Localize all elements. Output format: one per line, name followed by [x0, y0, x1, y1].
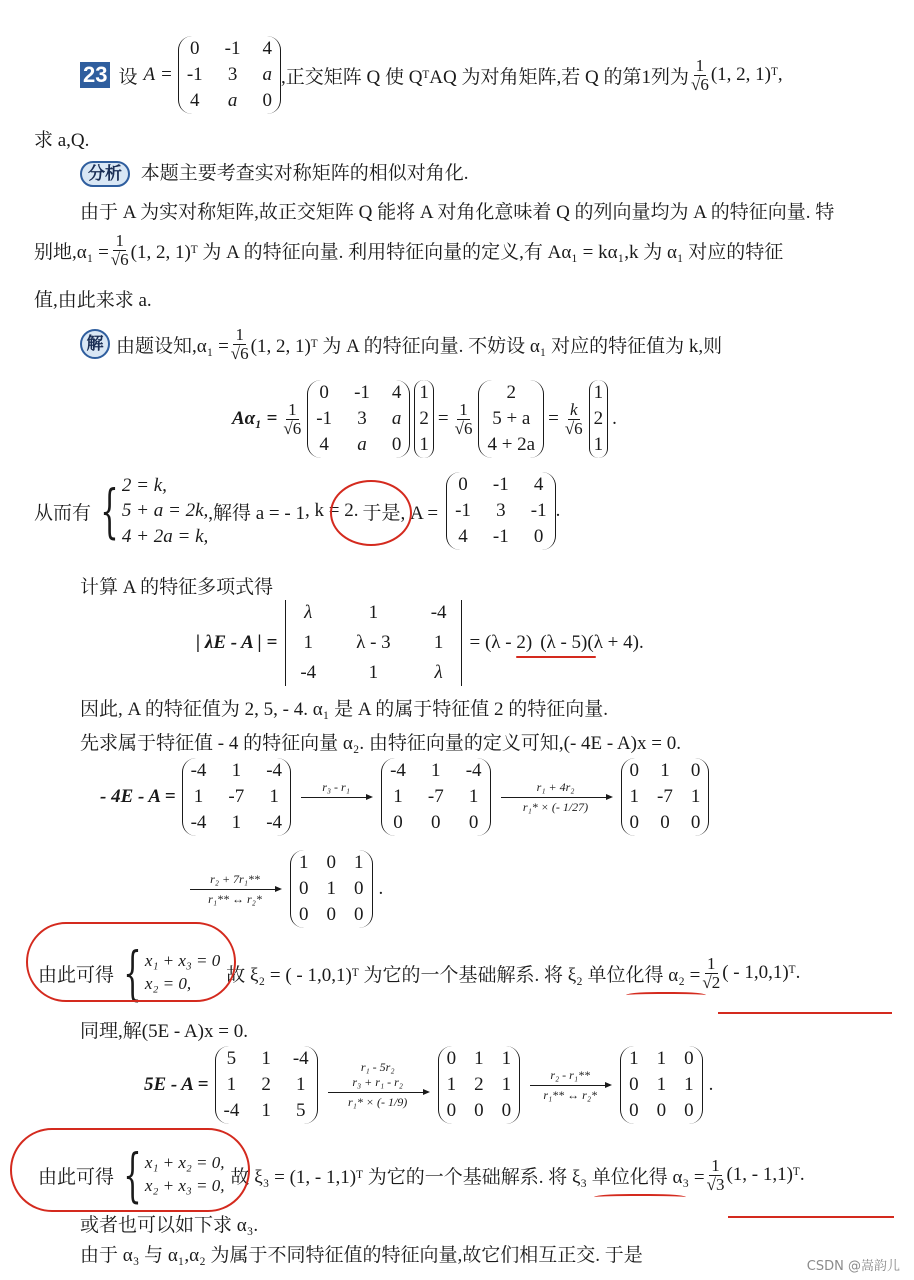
- analysis-line2: 由于 A 为实对称矩阵,故正交矩阵 Q 能将 A 对角化意味着 Q 的列向量均为 A 的特征向量. 特: [80, 202, 835, 223]
- row-op-arrow: r₃ - r₁: [301, 780, 371, 815]
- row-op-arrow: r₂ + 7r₁** r₁** ↔ r₂*: [190, 872, 280, 907]
- row-op-arrow: r₁ + 4r₂ r₁* × (- 1/27): [501, 780, 611, 815]
- symbol-a: A: [143, 64, 156, 85]
- analysis-line1: 分析 本题主要考查实对称矩阵的相似对角化.: [80, 158, 469, 187]
- analysis-line3: 别地,α₁ = $\frac{1}{√6}$ (1, 2, 1)ᵀ 为 A 的特征向量. 利用特征向量的定义,有 Aα₁ = kα₁,k 为 α₁ 对应的特征: [34, 231, 784, 269]
- result-5: 由此可得 { x₁ + x₂ = 0, x₂ + x₃ = 0, 故 ξ₃ = (1, - 1,1)ᵀ 为它的一个基础解系. 将 ξ₃ 单位化得 α₃ = $\frac{1}{√3}$ (1, - 1,1)ᵀ.: [38, 1141, 805, 1209]
- annotation-circle-k: [330, 480, 412, 546]
- annotation-circle-system-5: [10, 1128, 250, 1212]
- row-reduce-neg4-cont: r₂ + 7r₁** r₁** ↔ r₂* 1 0 1 0 1 0 0 0 0 .: [186, 850, 383, 928]
- statement-mid: ,正交矩阵 Q 使 QᵀAQ 为对角矩阵,若 Q 的第1列为: [280, 66, 689, 88]
- annotation-wave-xi2: [626, 992, 706, 1000]
- annotation-circle-system-neg4: [26, 922, 236, 1002]
- annotation-underline-alpha2: [718, 1012, 892, 1014]
- row-op-arrow: r₁ - 5r₂ r₃ + r₁ - r₂ r₁* × (- 1/9): [328, 1060, 428, 1110]
- row-reduce-5: 5E - A = 5 1 -4 1 2 1 -4 1 5 r₁ - 5r₂ r₃ + r₁ - r₂ r₁* × (- 1/9) 0 1 1 1 2 1 0 0 0 r₂ - r₁** r₁** ↔ r₂* 1 1 0 0 1 1 0 0 0 .: [144, 1046, 713, 1124]
- matrix-a: 0 -1 4 -1 3 a 4 a 0: [178, 36, 281, 114]
- annotation-underline-lambda2: [516, 656, 596, 658]
- last-line: 由于 α₃ 与 α₁,α₂ 为属于不同特征值的特征向量,故它们相互正交. 于是: [80, 1245, 643, 1266]
- row-reduce-neg4: - 4E - A = -4 1 -4 1 -7 1 -4 1 -4 r₃ - r₁ -4 1 -4 1 -7 1 0 0 0 r₁ + 4r₂ r₁* × (- 1/27) 0 1 0 1 -7 1 0 0 0: [100, 758, 709, 836]
- annotation-wave-xi3: [594, 1194, 686, 1202]
- intro-prefix: 设: [118, 66, 138, 88]
- annotation-underline-alpha3: [728, 1216, 894, 1218]
- solution-line1: 解 由题设知,α₁ = $\frac{1}{√6}$ (1, 2, 1)ᵀ 为 A 的特征向量. 不妨设 α₁ 对应的特征值为 k,则: [80, 326, 722, 363]
- determinant-equation: | λE - A | = λ 1 -4 1 λ - 3 1 -4 1 λ = (λ - 2) (λ - 5)(λ + 4).: [196, 600, 644, 686]
- analysis-label: 分析: [80, 161, 130, 187]
- problem-number-badge: 23: [80, 62, 110, 88]
- problem-statement: 23 设 A = 0 -1 4 -1 3 a 4 a 0 ,正交矩阵 Q 使 QᵀAQ 为对角矩阵,若 Q 的第1列为 $\frac{1}{√6}$ (1, 2, 1)ᵀ,: [80, 30, 783, 120]
- system-solve-a-k: 从而有 { 2 = k, 5 + a = 2k, 4 + 2a = k, ,解得 a = - 1 , k = 2. 于是, A = 0 -1 4 -1 3 -1 4 -1 0 .: [34, 472, 560, 550]
- result-neg4: 由此可得 { x₁ + x₃ = 0 x₂ = 0, 故 ξ₂ = ( - 1,0,1)ᵀ 为它的一个基础解系. 将 ξ₂ 单位化得 α₂ = $\frac{1}{√2}$ ( - 1,0,1)ᵀ.: [38, 939, 801, 1007]
- vector-q1: (1, 2, 1)ᵀ,: [710, 64, 783, 85]
- step-neg4-line: 先求属于特征值 - 4 的特征向量 α₂. 由特征向量的定义可知,(- 4E - A)x = 0.: [80, 733, 681, 754]
- row-op-arrow: r₂ - r₁** r₁** ↔ r₂*: [530, 1068, 610, 1103]
- analysis-line4: 值,由此来求 a.: [34, 290, 152, 311]
- fraction: $\frac{1}{√6}$: [690, 55, 709, 94]
- alt-line: 或者也可以如下求 α₃.: [80, 1215, 259, 1236]
- step-5-line: 同理,解(5E - A)x = 0.: [80, 1021, 248, 1042]
- watermark: CSDN @嵩韵儿: [806, 1259, 900, 1274]
- problem-ask: 求 a,Q.: [34, 130, 90, 151]
- solution-label: 解: [80, 329, 110, 359]
- equation-a-alpha1: Aα₁ = $\frac{1}{√6}$ 0 -1 4 -1 3 a 4 a 0 1 2 1 = $\frac{1}{√6}$ 2 5 + a 4 + 2a = $\frac{k}{√6}$ 1 2 1 .: [232, 380, 617, 458]
- char-poly-label: 计算 A 的特征多项式得: [80, 577, 274, 598]
- eigenvalues-line: 因此, A 的特征值为 2, 5, - 4. α₁ 是 A 的属于特征值 2 的特征向量.: [80, 699, 609, 720]
